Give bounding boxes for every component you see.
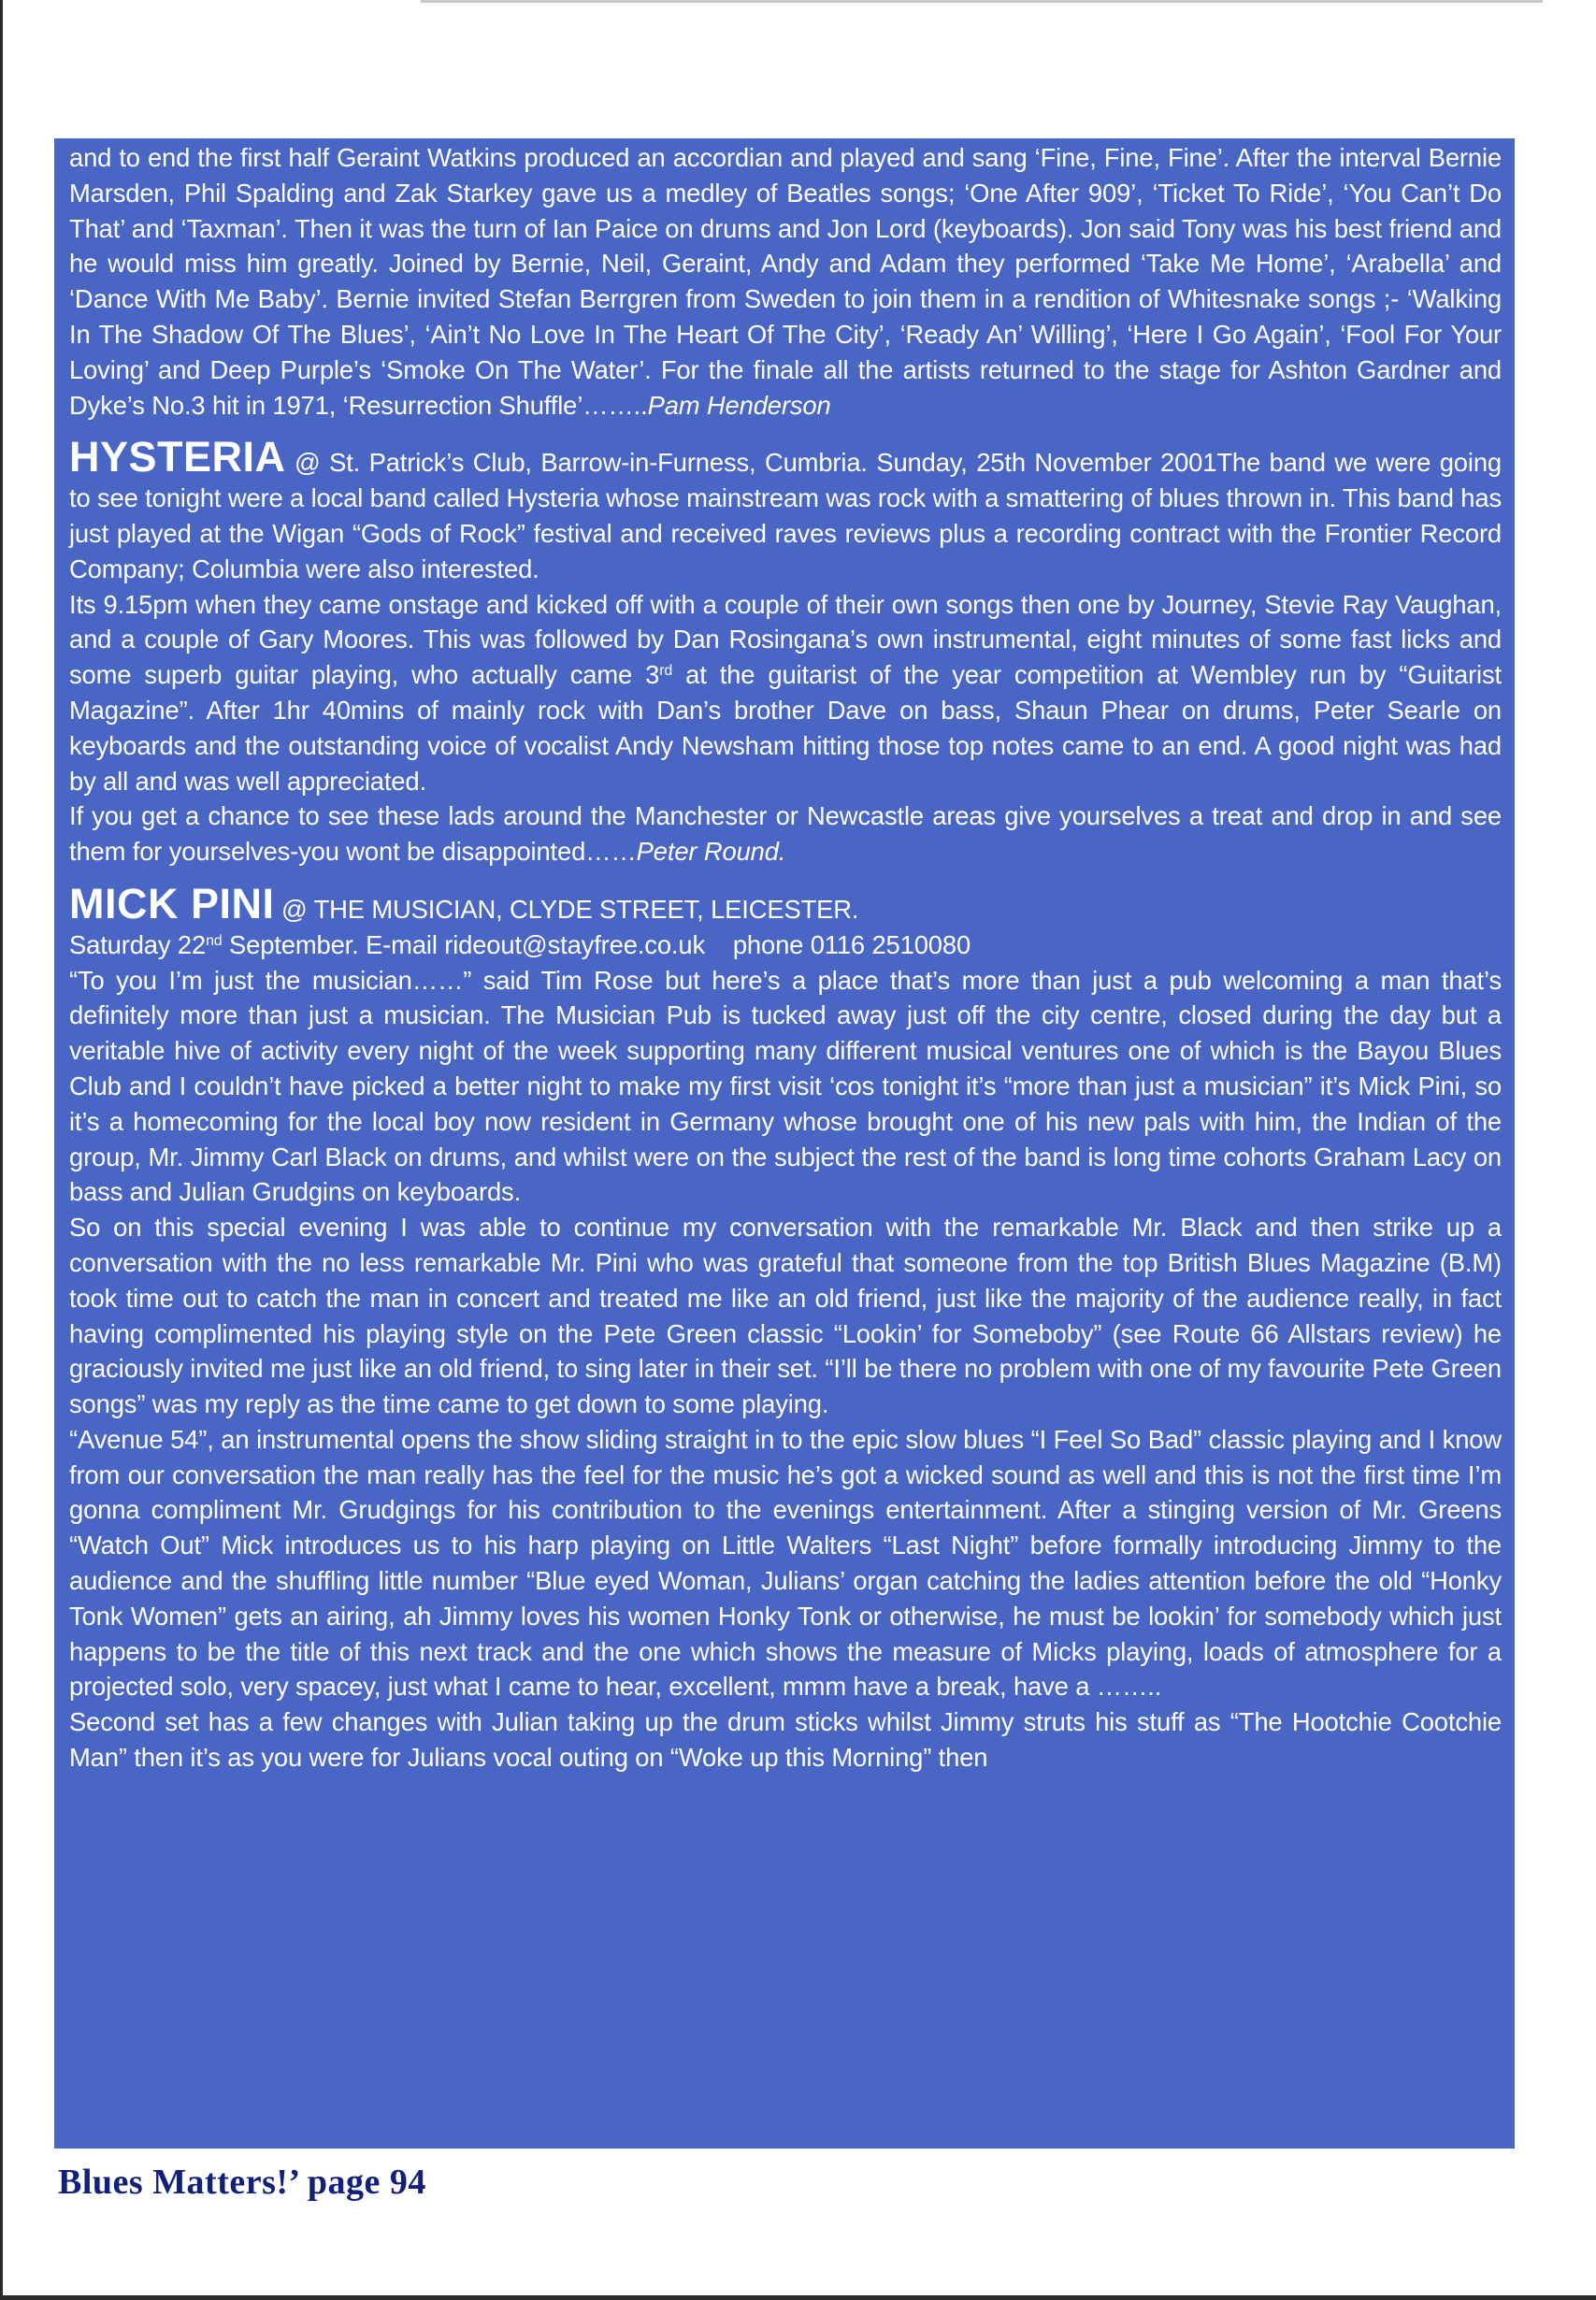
review-text: “Avenue 54”, an instrumental opens the show sliding straight in to the epic slow blues “I Feel So Bad” classic playing and I know from our conversation the man really has the feel for the music he’s got a wicked sound as well and this is not the first time I’m gonna compliment Mr. Grudgings for his contribution to the evenings entertainment. After a stinging version of Mr. Greens “Watch Out” Mick introduces us to his harp playing on Little Walters “Last Night” before formally introducing Jimmy to the audience and the shuffling little number “Blue eyed Woman, Julians’ organ catching the ladies attention before the old “Honky Tonk Women” gets an airing, ah Jimmy loves his women Honky Tonk or otherwise, he must be lookin’ for somebody which just happens to be the title of this next track and the one which shows the measure of Micks playing, loads of atmosphere for a projected solo, very spacey, just what I came to hear, excellent, mmm have a break, have a …….. [69, 1424, 1502, 1702]
review-date-line [69, 927, 1502, 963]
review-text: and to end the first half Geraint Watkins produced an accordian and played and sang ‘Fine, Fine, Fine’. After the interval Bernie Marsden, Phil Spalding and Zak Starkey gave us a medley of Beatles songs; ‘One After 909’, ‘Ticket To Ride’, ‘You Can’t Do That’ and ‘Taxman’. Then it was the turn of Ian Paice on drums and Jon Lord (keyboards). Jon said Tony was his best friend and he would miss him greatly. Joined by Bernie, Neil, Geraint, Andy and Adam they performed ‘Take Me Home’, ‘Arabella’ and ‘Dance With Me Baby’. Bernie invited Stefan Berrgren from Sweden to join them in a rendition of Whitesnake songs ;- ‘Walking In The Shadow Of The Blues’, ‘Ain’t No Love In The Heart Of The City’, ‘Ready An’ Willing’, ‘Here I Go Again’, ‘Fool For Your Loving’ and Deep Purple’s ‘Smoke On The Water’. For the finale all the artists returned to the stage for Ashton Gardner and Dyke’s No.3 hit in 1971, ‘Resurrection Shuffle’…….. [69, 143, 1502, 420]
ordinal-suffix: nd [206, 932, 223, 949]
review-title-line [69, 879, 1502, 927]
review-continuation [69, 140, 1502, 423]
review-text: The band we were going to see tonight were a local band called Hysteria whose mainstream was rock with a smattering of blues thrown in. This band has just played at the Wigan “Gods of Rock” festival and received raves reviews plus a recording contract with the Frontier Record Company; Columbia were also interested. [69, 448, 1502, 583]
review-contact: September. E-mail rideout@stayfree.co.uk phone 0116 2510080 [222, 929, 971, 959]
top-rule [421, 0, 1543, 3]
review-credit: Pam Henderson [647, 390, 831, 420]
scan-bottom-edge [0, 2295, 1596, 2300]
review-heading: HYSTERIA [69, 433, 286, 482]
review-text: If you get a chance to see these lads around the Manchester or Newcastle areas give yourselves a treat and drop in and see them for yourselves-you wont be disappointed…… [69, 801, 1502, 867]
ordinal-suffix: rd [659, 663, 673, 680]
review-credit: Peter Round. [636, 837, 786, 867]
review-heading: MICK PINI [69, 879, 275, 927]
review-venue: @ THE MUSICIAN, CLYDE STREET, LEICESTER. [274, 894, 859, 924]
review-paragraph [69, 1422, 1502, 1704]
review-hysteria [69, 433, 1502, 870]
review-paragraph [69, 963, 1502, 1211]
review-text: So on this special evening I was able to continue my conversation with the remarkable Mr. Black and then strike up a conversation with the no less remarkable Mr. Pini who was grateful that someone from the top British Blues Magazine (B.M) took time out to catch the man in concert and treated me like an old friend, just like the majority of the audience really, in fact having complimented his playing style on the Pete Green classic “Lookin’ for Someboby” (see Route 66 Allstars review) he graciously invited me just like an old friend, to sing later in their set. “I’ll be there no problem with one of my favourite Pete Green songs” was my reply as the time came to get down to some playing. [69, 1213, 1502, 1419]
review-text: Its 9.15pm when they came onstage and kicked off with a couple of their own songs then one by Journey, Stevie Ray Vaughan, and a couple of Gary Moores. This was followed by Dan Rosingana’s own instrumental, eight minutes of some fast licks and some superb guitar playing, who actually came 3 [69, 589, 1502, 690]
review-paragraph [69, 1704, 1502, 1775]
review-paragraph [69, 433, 1502, 586]
review-text: at the guitarist of the year competition at Wembley run by “Guitarist Magazine”. After 1hr 40mins of mainly rock with Dan’s brother Dave on bass, Shaun Phear on drums, Peter Searle on keyboards and the outstanding voice of vocalist Andy Newsham hitting those top notes came to an end. A good night was had by all and was well appreciated. [69, 660, 1502, 796]
review-venue: @ St. Patrick’s Club, Barrow-in-Furness, Cumbria. Sunday, 25th November 2001 [285, 448, 1217, 478]
review-paragraph [69, 587, 1502, 799]
review-text: Second set has a few changes with Julian taking up the drum sticks whilst Jimmy struts his stuff as “The Hootchie Cootchie Man” then it’s as you were for Julians vocal outing on “Woke up this Morning” then [69, 1707, 1502, 1773]
review-mick-pini [69, 879, 1502, 1775]
review-paragraph [69, 140, 1502, 423]
review-text: “To you I’m just the musician……” said Tim Rose but here’s a place that’s more than just a pub welcoming a man that’s definitely more than just a musician. The Musician Pub is tucked away just off the city centre, closed during the day but a veritable hive of activity every night of the week supporting many different musical ventures one of which is the Bayou Blues Club and I couldn’t have picked a better night to make my first visit ‘cos tonight it’s “more than just a musician” it’s Mick Pini, so it’s a homecoming for the local boy now resident in Germany whose brought one of his new pals with him, the Indian of the group, Mr. Jimmy Carl Black on drums, and whilst were on the subject the rest of the band is long time cohorts Graham Lacy on bass and Julian Grudgins on keyboards. [69, 965, 1502, 1207]
review-text: Saturday 22 [69, 929, 207, 959]
scan-left-edge [0, 0, 3, 2300]
page-footer: Blues Matters!’ page 94 [58, 2163, 426, 2202]
review-panel [54, 138, 1515, 2149]
review-paragraph [69, 1210, 1502, 1422]
review-paragraph [69, 798, 1502, 870]
